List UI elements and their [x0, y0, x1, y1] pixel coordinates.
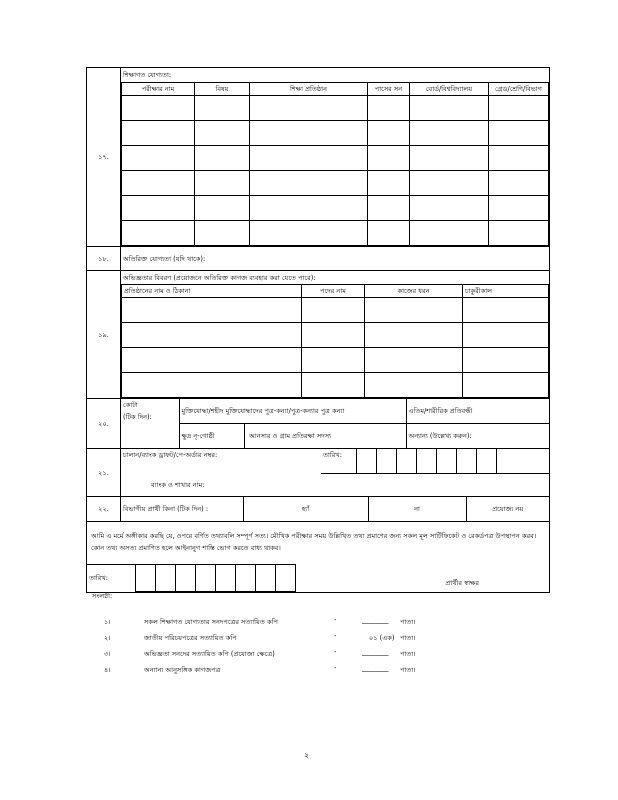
header-grade: গ্রেড/শ্রেণি/বিভাগ [489, 83, 549, 96]
annex-item-count: ________ [362, 616, 389, 624]
section-17-number: ১৭. [87, 68, 121, 247]
education-header-row [122, 83, 549, 96]
date-box[interactable] [155, 565, 175, 592]
education-row[interactable] [122, 171, 549, 196]
option-not-applicable[interactable]: প্রযোজ্য নয় [492, 505, 524, 513]
header-board: বোর্ড/বিশ্ববিদ্যালয় [410, 83, 489, 96]
date-box[interactable] [175, 565, 195, 592]
quota-orphan-disabled[interactable]: এতিম/শারীরিক প্রতিবন্ধী [406, 399, 549, 424]
education-row[interactable] [122, 121, 549, 146]
experience-row[interactable] [122, 298, 549, 323]
annex-item-unit: পাতা। [400, 650, 416, 658]
education-row[interactable] [122, 146, 549, 171]
quota-freedom-fighter[interactable]: মুক্তিযোদ্ধা/শহীদ মুক্তিযোদ্ধাদের পুত্র-কন্যা/পুত্র-কন্যার পুত্র কন্যা [179, 399, 406, 424]
experience-row[interactable] [122, 348, 549, 373]
header-subject: বিষয় [195, 83, 250, 96]
header-institution: শিক্ষা প্রতিষ্ঠান [250, 83, 368, 96]
annex-item-num: ৩। [104, 650, 111, 658]
header-org-address: প্রতিষ্ঠানের নাম ও ঠিকানা [122, 285, 302, 298]
challan-number-label[interactable]: চালান/ব্যাংক ড্রাফট/পে-অর্ডার নম্বর: [123, 451, 218, 459]
option-yes[interactable]: হ্যাঁ [243, 497, 368, 521]
date-box[interactable] [456, 449, 476, 474]
annex-item-num: ১। [104, 618, 111, 626]
date-box[interactable] [396, 449, 416, 474]
payment-table [121, 449, 549, 496]
date-box[interactable] [235, 565, 255, 592]
annex-item-text: অন্যান্য আনুসঙ্গিক কাগজপত্র [144, 666, 221, 674]
education-table [121, 82, 549, 246]
annex-item-dash: - [334, 648, 337, 656]
annex-item-count: ________ [362, 648, 389, 656]
declaration-date-label: তারিখ: [87, 565, 135, 592]
annex-item-text: সকল শিক্ষাগত যোগ্যতার সনদপত্রের সত্যায়িত কপি [144, 618, 278, 626]
departmental-label: বিভাগীয় প্রার্থী কিনা (টিক দিন) : [123, 505, 209, 513]
declaration-line-2: সার্টিফিকেট ও রেকর্ডপত্র উপস্থাপন করব। কোন তথ্য অসত্য প্রমাণিত হলে আইনানুগ শাস্তি ভোগ করতে বাধ্য থাকব। [91, 532, 537, 552]
date-box[interactable] [275, 565, 295, 592]
date-box[interactable] [135, 565, 155, 592]
bank-branch-name[interactable]: ব্যাংক ও শাখার নাম: [151, 481, 205, 489]
section-20-number: ২০. [87, 399, 121, 449]
declaration-line-1: আমি এ মর্মে অঙ্গীকার করছি যে, ওপরে বর্ণিত তথ্যাবলি সম্পূর্ণ সত্য। মৌখিক পরীক্ষার সময় উল্লিখিত তথ্য প্রমাণের জন্য সকল মূল [91, 532, 428, 540]
annex-item-dash: - [334, 632, 337, 640]
education-row[interactable] [122, 196, 549, 221]
header-job-type: কাজের ধরন [365, 285, 463, 298]
date-box[interactable] [195, 565, 215, 592]
annex-item-text: অভিজ্ঞতা সনদের সত্যায়িত কপি (প্রযোজ্য ক্ষেত্রে) [144, 650, 275, 658]
annex-title: সংলগ্নী: [92, 592, 113, 600]
date-box[interactable] [255, 565, 275, 592]
option-no[interactable]: না [368, 497, 466, 521]
section-21-number: ২১. [87, 449, 121, 497]
experience-table [121, 284, 549, 398]
header-pass-year: পাসের সন [368, 83, 410, 96]
header-post: পদের নাম [302, 285, 365, 298]
application-form [86, 67, 550, 593]
declaration-sign-row [87, 564, 549, 592]
date-box[interactable] [356, 449, 376, 474]
annex-item-unit: পাতা। [400, 618, 416, 626]
annex-item-count: ________ [362, 664, 389, 672]
date-box[interactable] [476, 449, 496, 474]
date-box[interactable] [496, 449, 549, 474]
header-exam-name: পরীক্ষার নাম [122, 83, 195, 96]
experience-title: অভিজ্ঞতার বিবরণ (প্রয়োজনে অতিরিক্ত কাগজ ব্যবহার করা যেতে পারে): [123, 274, 316, 282]
annex-item-dash: - [334, 616, 337, 624]
quota-label: কোটা (টিক দিন): [121, 399, 179, 448]
date-box[interactable] [215, 565, 235, 592]
section-19-number: ১৯. [87, 271, 121, 399]
education-title: শিক্ষাগত যোগ্যতা: [123, 71, 172, 79]
quota-others[interactable]: অন্যান্য (উল্লেখ্য করুন): [406, 424, 549, 449]
education-row[interactable] [122, 96, 549, 121]
annex-item-text: জাতীয় পরিচয়পত্রের সত্যায়িত কপি [144, 634, 237, 642]
date-box[interactable] [376, 449, 396, 474]
annex-item-count: ০১ (এক) [369, 634, 395, 642]
annex-item-num: ২। [104, 634, 111, 642]
challan-date-label: তারিখ: [321, 449, 356, 474]
quota-ansar-vdp[interactable]: আনসার ও গ্রাম প্রতিরক্ষা সদস্য [249, 432, 331, 440]
section-18-number: ১৮. [87, 247, 121, 271]
annex-item-dash: - [334, 664, 337, 672]
experience-row[interactable] [122, 323, 549, 348]
header-duration: চাকুরীকাল [463, 285, 549, 298]
education-row[interactable] [122, 221, 549, 246]
experience-row[interactable] [122, 373, 549, 398]
declaration-text [87, 522, 549, 554]
page-number: ২ [304, 751, 310, 760]
experience-header-row [122, 285, 549, 298]
annex-item-num: ৪। [104, 666, 111, 674]
annex-item-unit: পাতা। [400, 634, 416, 642]
quota-table [121, 399, 549, 448]
applicant-signature[interactable]: প্রার্থীর স্বাক্ষর [295, 565, 549, 592]
section-22-number: ২২. [87, 497, 121, 522]
quota-ethnic-minority[interactable]: ক্ষুদ্র নৃ-গোষ্ঠী [180, 424, 245, 448]
annex-item-unit: পাতা। [400, 666, 416, 674]
additional-qualification[interactable]: অতিরিক্ত যোগ্যতা (যদি থাকে): [121, 247, 550, 271]
date-box[interactable] [416, 449, 436, 474]
date-box[interactable] [436, 449, 456, 474]
departmental-table [121, 497, 549, 521]
